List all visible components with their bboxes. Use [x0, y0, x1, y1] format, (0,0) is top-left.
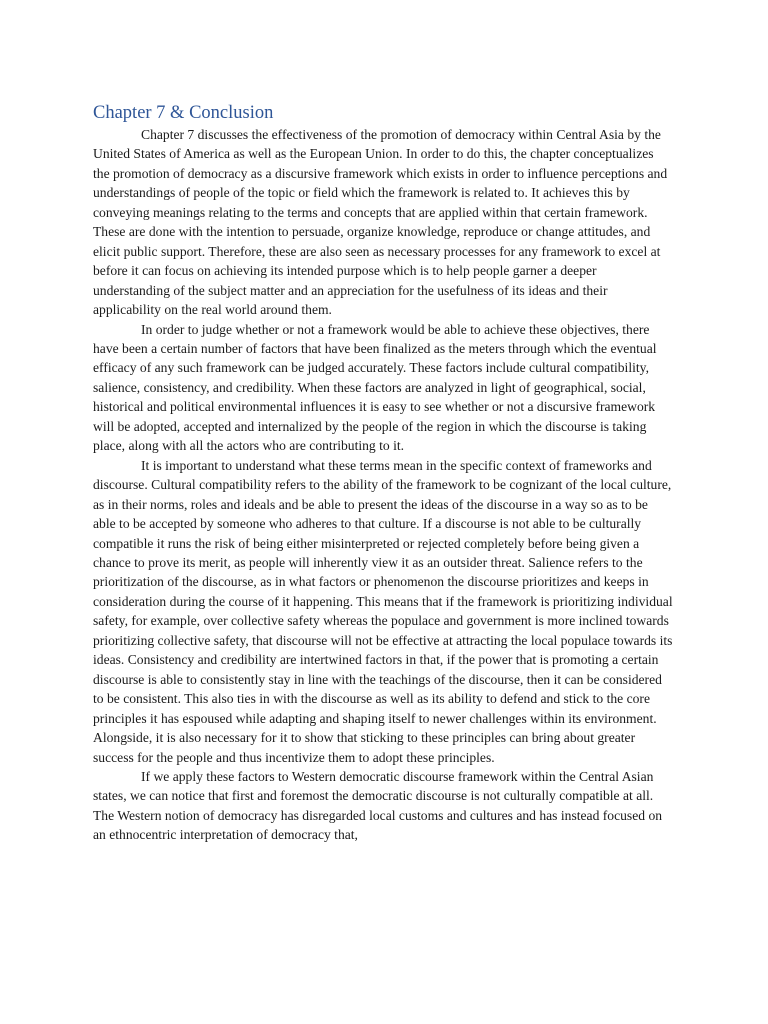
paragraph-4: If we apply these factors to Western democratic discourse framework within the Central Asian states, we can notice that first and foremost the democratic discourse is not culturally compatible at all. The Western notion of democracy has disregarded local customs and cultures and has instead focused on an ethnocentric interpretation of democracy that, — [93, 768, 663, 843]
document-page — [93, 101, 673, 845]
paragraph-3: It is important to understand what these terms mean in the specific context of frameworks and discourse. Cultural compatibility refers to the ability of the framework to be cognizant of the local culture, as in their norms, roles and ideals and be able to present the ideas of the discourse in a way so as to be able to be accepted by someone who adheres to that culture. If a discourse is not able to be culturally compatible it runs the risk of being either misinterpreted or rejected completely before being given a chance to prove its merit, as people will inherently view it as an outsider threat. Salience refers to the prioritization of the discourse, as in what factors or phenomenon the discourse prioritizes and keeps in consideration during the course of it happening. This means that if the framework is prioritizing individual safety, for example, over collective safety whereas the populace and government is more inclined towards prioritizing collective safety, that discourse will not be effective at attracting the local populace towards its ideas. Consistency and credibility are intertwined factors in that, if the power that is promoting a certain discourse is able to consistently stay in line with the teachings of the discourse, then it can be considered to be consistent. This also ties in with the discourse as well as its ability to defend and stick to the core principles it has espoused while adapting and shaping itself to newer challenges within its environment. Alongside, it is also necessary for it to show that sticking to these principles can bring about greater success for the people and thus incentivize them to adopt these principles. — [93, 457, 673, 765]
chapter-heading: Chapter 7 & Conclusion — [93, 103, 274, 123]
paragraph-1: Chapter 7 discusses the effectiveness of the promotion of democracy within Central Asia by the United States of America as well as the European Union. In order to do this, the chapter conceptualizes the promotion of democracy as a discursive framework which exists in order to influence perceptions and understandings of people of the topic or field which the framework is related to. It achieves this by conveying meanings relating to the terms and concepts that are applied within that certain framework. These are done with the intention to persuade, organize knowledge, reproduce or change attitudes, and elicit public support. Therefore, these are also seen as necessary processes for any framework to excel at before it can focus on achieving its intended purpose which is to help people garner a deeper understanding of the subject matter and an appreciation for the usefulness of its ideas and their applicability on the real world around them. — [93, 127, 668, 318]
paragraph-2: In order to judge whether or not a framework would be able to achieve these objectives, there have been a certain number of factors that have been finalized as the meters through which the eventual efficacy of any such framework can be judged accurately. These factors include cultural compatibility, salience, consistency, and credibility. When these factors are analyzed in light of geographical, social, historical and political environmental influences it is easy to see whether or not a discursive framework will be adopted, accepted and internalized by the people of the region in which the discourse is taking place, along with all the actors who are contributing to it. — [93, 321, 657, 454]
